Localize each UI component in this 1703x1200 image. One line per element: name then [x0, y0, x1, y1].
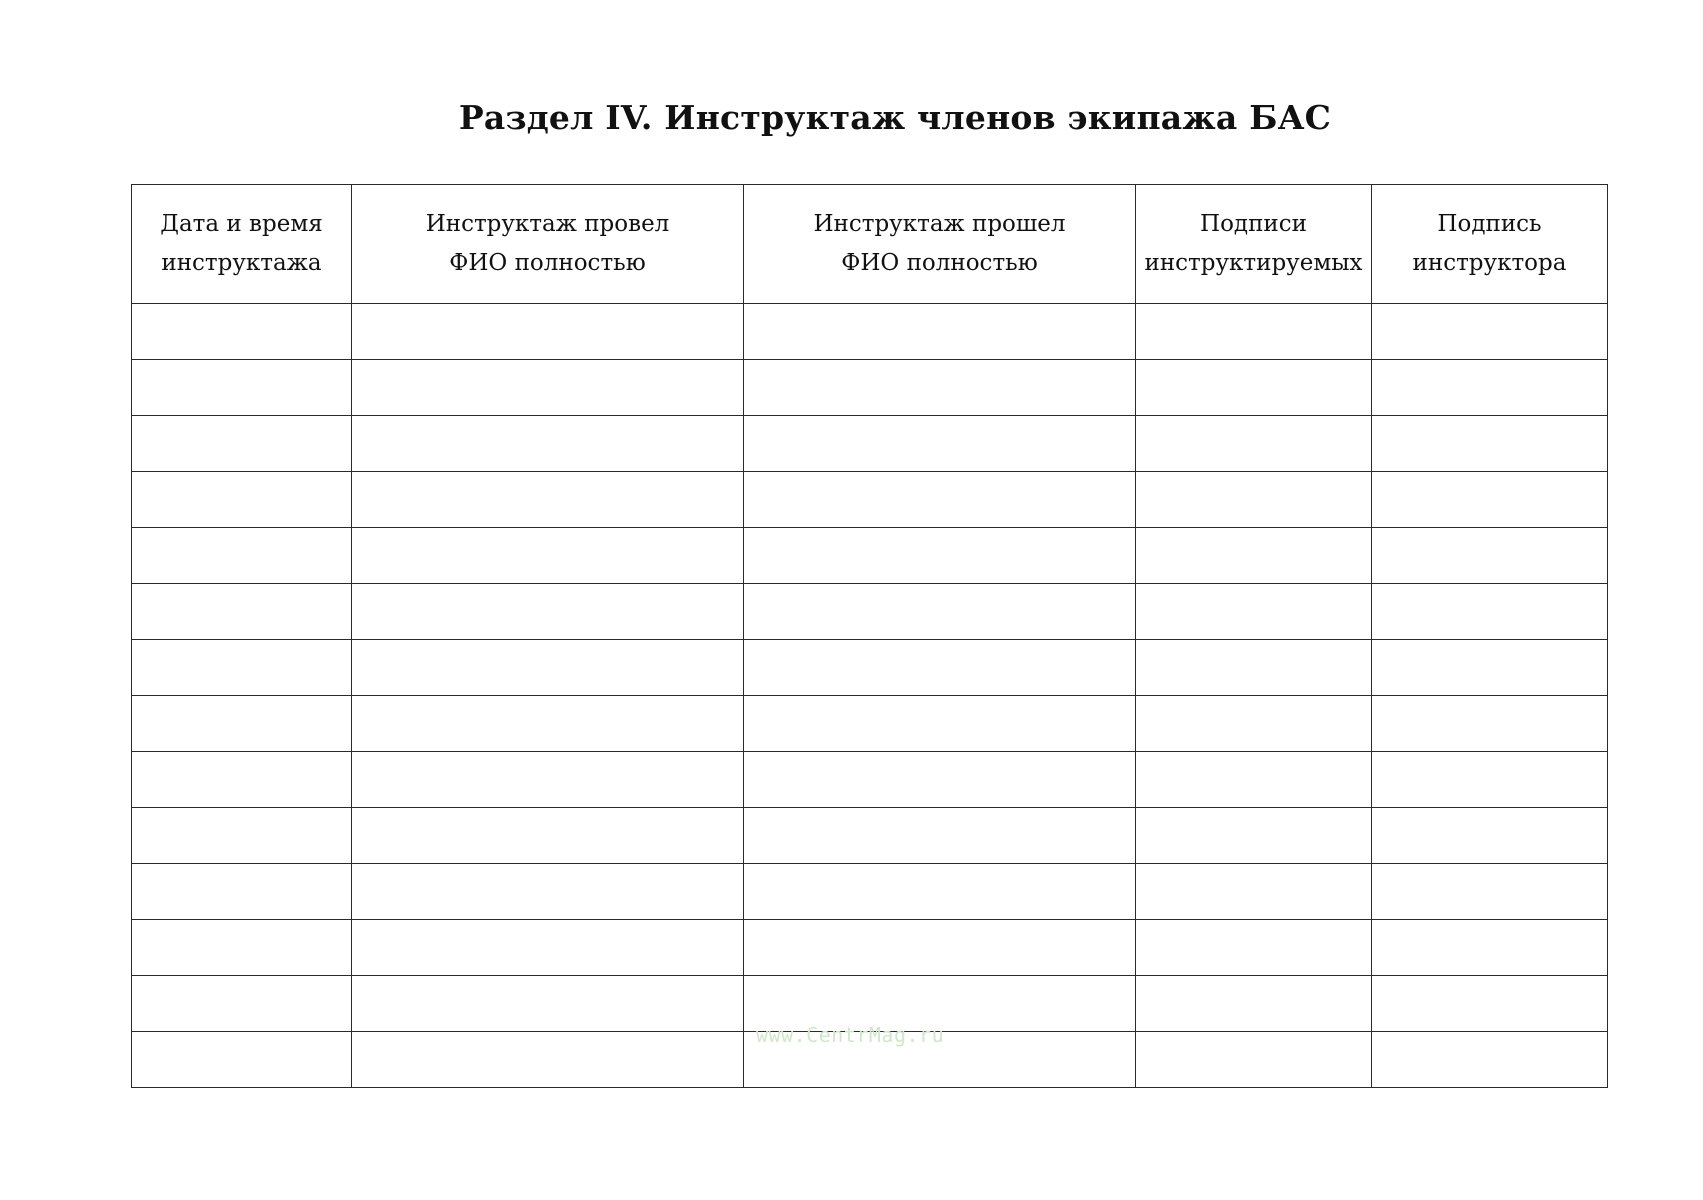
cell-instructor-signature[interactable] [1372, 304, 1608, 360]
cell-date-time[interactable] [132, 528, 352, 584]
cell-date-time[interactable] [132, 696, 352, 752]
cell-trainee-signatures[interactable] [1136, 584, 1372, 640]
table-body [132, 304, 1608, 1088]
table-header-row [132, 185, 1608, 304]
cell-instructor-name[interactable] [352, 584, 744, 640]
cell-instructor-name[interactable] [352, 472, 744, 528]
cell-date-time[interactable] [132, 304, 352, 360]
cell-trainee-signatures[interactable] [1136, 920, 1372, 976]
header-label: ФИО полностью [841, 250, 1038, 276]
cell-trainee-signatures[interactable] [1136, 304, 1372, 360]
cell-date-time[interactable] [132, 864, 352, 920]
header-instructor-signature [1372, 185, 1608, 304]
cell-instructor-signature[interactable] [1372, 752, 1608, 808]
cell-instructor-signature[interactable] [1372, 360, 1608, 416]
table-row [132, 640, 1608, 696]
cell-date-time[interactable] [132, 1032, 352, 1088]
cell-date-time[interactable] [132, 920, 352, 976]
cell-date-time[interactable] [132, 472, 352, 528]
cell-trainee-name[interactable] [744, 920, 1136, 976]
cell-instructor-name[interactable] [352, 640, 744, 696]
table-row [132, 920, 1608, 976]
table-row [132, 808, 1608, 864]
cell-instructor-name[interactable] [352, 304, 744, 360]
cell-trainee-name[interactable] [744, 360, 1136, 416]
cell-instructor-name[interactable] [352, 976, 744, 1032]
cell-date-time[interactable] [132, 584, 352, 640]
cell-trainee-name[interactable] [744, 584, 1136, 640]
cell-trainee-name[interactable] [744, 472, 1136, 528]
cell-trainee-signatures[interactable] [1136, 808, 1372, 864]
header-label: инструктора [1412, 250, 1567, 276]
header-label: Дата и время [160, 211, 323, 237]
cell-date-time[interactable] [132, 360, 352, 416]
table-row [132, 584, 1608, 640]
cell-instructor-signature[interactable] [1372, 864, 1608, 920]
cell-instructor-name[interactable] [352, 752, 744, 808]
cell-instructor-signature[interactable] [1372, 696, 1608, 752]
cell-instructor-signature[interactable] [1372, 584, 1608, 640]
table-row [132, 472, 1608, 528]
cell-trainee-name[interactable] [744, 640, 1136, 696]
cell-date-time[interactable] [132, 416, 352, 472]
cell-trainee-name[interactable] [744, 696, 1136, 752]
cell-trainee-signatures[interactable] [1136, 416, 1372, 472]
cell-instructor-signature[interactable] [1372, 976, 1608, 1032]
cell-trainee-signatures[interactable] [1136, 640, 1372, 696]
cell-instructor-name[interactable] [352, 864, 744, 920]
cell-instructor-name[interactable] [352, 360, 744, 416]
watermark: www.CentrMag.ru [756, 1023, 945, 1047]
page-title: Раздел IV. Инструктаж членов экипажа БАС [458, 98, 1332, 137]
cell-trainee-name[interactable] [744, 864, 1136, 920]
cell-date-time[interactable] [132, 808, 352, 864]
cell-instructor-signature[interactable] [1372, 528, 1608, 584]
header-trainee-name [744, 185, 1136, 304]
cell-trainee-signatures[interactable] [1136, 360, 1372, 416]
cell-trainee-name[interactable] [744, 528, 1136, 584]
cell-trainee-signatures[interactable] [1136, 1032, 1372, 1088]
cell-trainee-name[interactable] [744, 808, 1136, 864]
table-row [132, 304, 1608, 360]
header-label: Инструктаж прошел [813, 211, 1066, 237]
header-instructor-name [352, 185, 744, 304]
cell-trainee-signatures[interactable] [1136, 752, 1372, 808]
header-label: ФИО полностью [449, 250, 646, 276]
cell-instructor-name[interactable] [352, 920, 744, 976]
cell-instructor-name[interactable] [352, 528, 744, 584]
cell-instructor-signature[interactable] [1372, 416, 1608, 472]
instruction-log-table [131, 184, 1608, 1088]
cell-instructor-signature[interactable] [1372, 1032, 1608, 1088]
header-label: Инструктаж провел [425, 211, 670, 237]
cell-trainee-signatures[interactable] [1136, 696, 1372, 752]
cell-instructor-signature[interactable] [1372, 920, 1608, 976]
cell-instructor-name[interactable] [352, 808, 744, 864]
header-label: инструктажа [161, 250, 322, 276]
table-row [132, 752, 1608, 808]
header-label: Подпись [1437, 211, 1542, 237]
cell-trainee-name[interactable] [744, 752, 1136, 808]
cell-trainee-signatures[interactable] [1136, 472, 1372, 528]
cell-date-time[interactable] [132, 752, 352, 808]
cell-instructor-name[interactable] [352, 416, 744, 472]
header-date-time [132, 185, 352, 304]
cell-trainee-name[interactable] [744, 304, 1136, 360]
cell-instructor-signature[interactable] [1372, 808, 1608, 864]
table-row [132, 696, 1608, 752]
cell-trainee-signatures[interactable] [1136, 528, 1372, 584]
cell-trainee-signatures[interactable] [1136, 864, 1372, 920]
header-label: инструктируемых [1144, 250, 1363, 276]
header-trainee-signatures [1136, 185, 1372, 304]
table-row [132, 864, 1608, 920]
cell-trainee-name[interactable] [744, 416, 1136, 472]
cell-instructor-name[interactable] [352, 1032, 744, 1088]
cell-date-time[interactable] [132, 640, 352, 696]
table-row [132, 360, 1608, 416]
table-row [132, 416, 1608, 472]
cell-trainee-signatures[interactable] [1136, 976, 1372, 1032]
header-label: Подписи [1200, 211, 1307, 237]
cell-instructor-name[interactable] [352, 696, 744, 752]
table-row [132, 528, 1608, 584]
cell-date-time[interactable] [132, 976, 352, 1032]
cell-instructor-signature[interactable] [1372, 640, 1608, 696]
cell-instructor-signature[interactable] [1372, 472, 1608, 528]
